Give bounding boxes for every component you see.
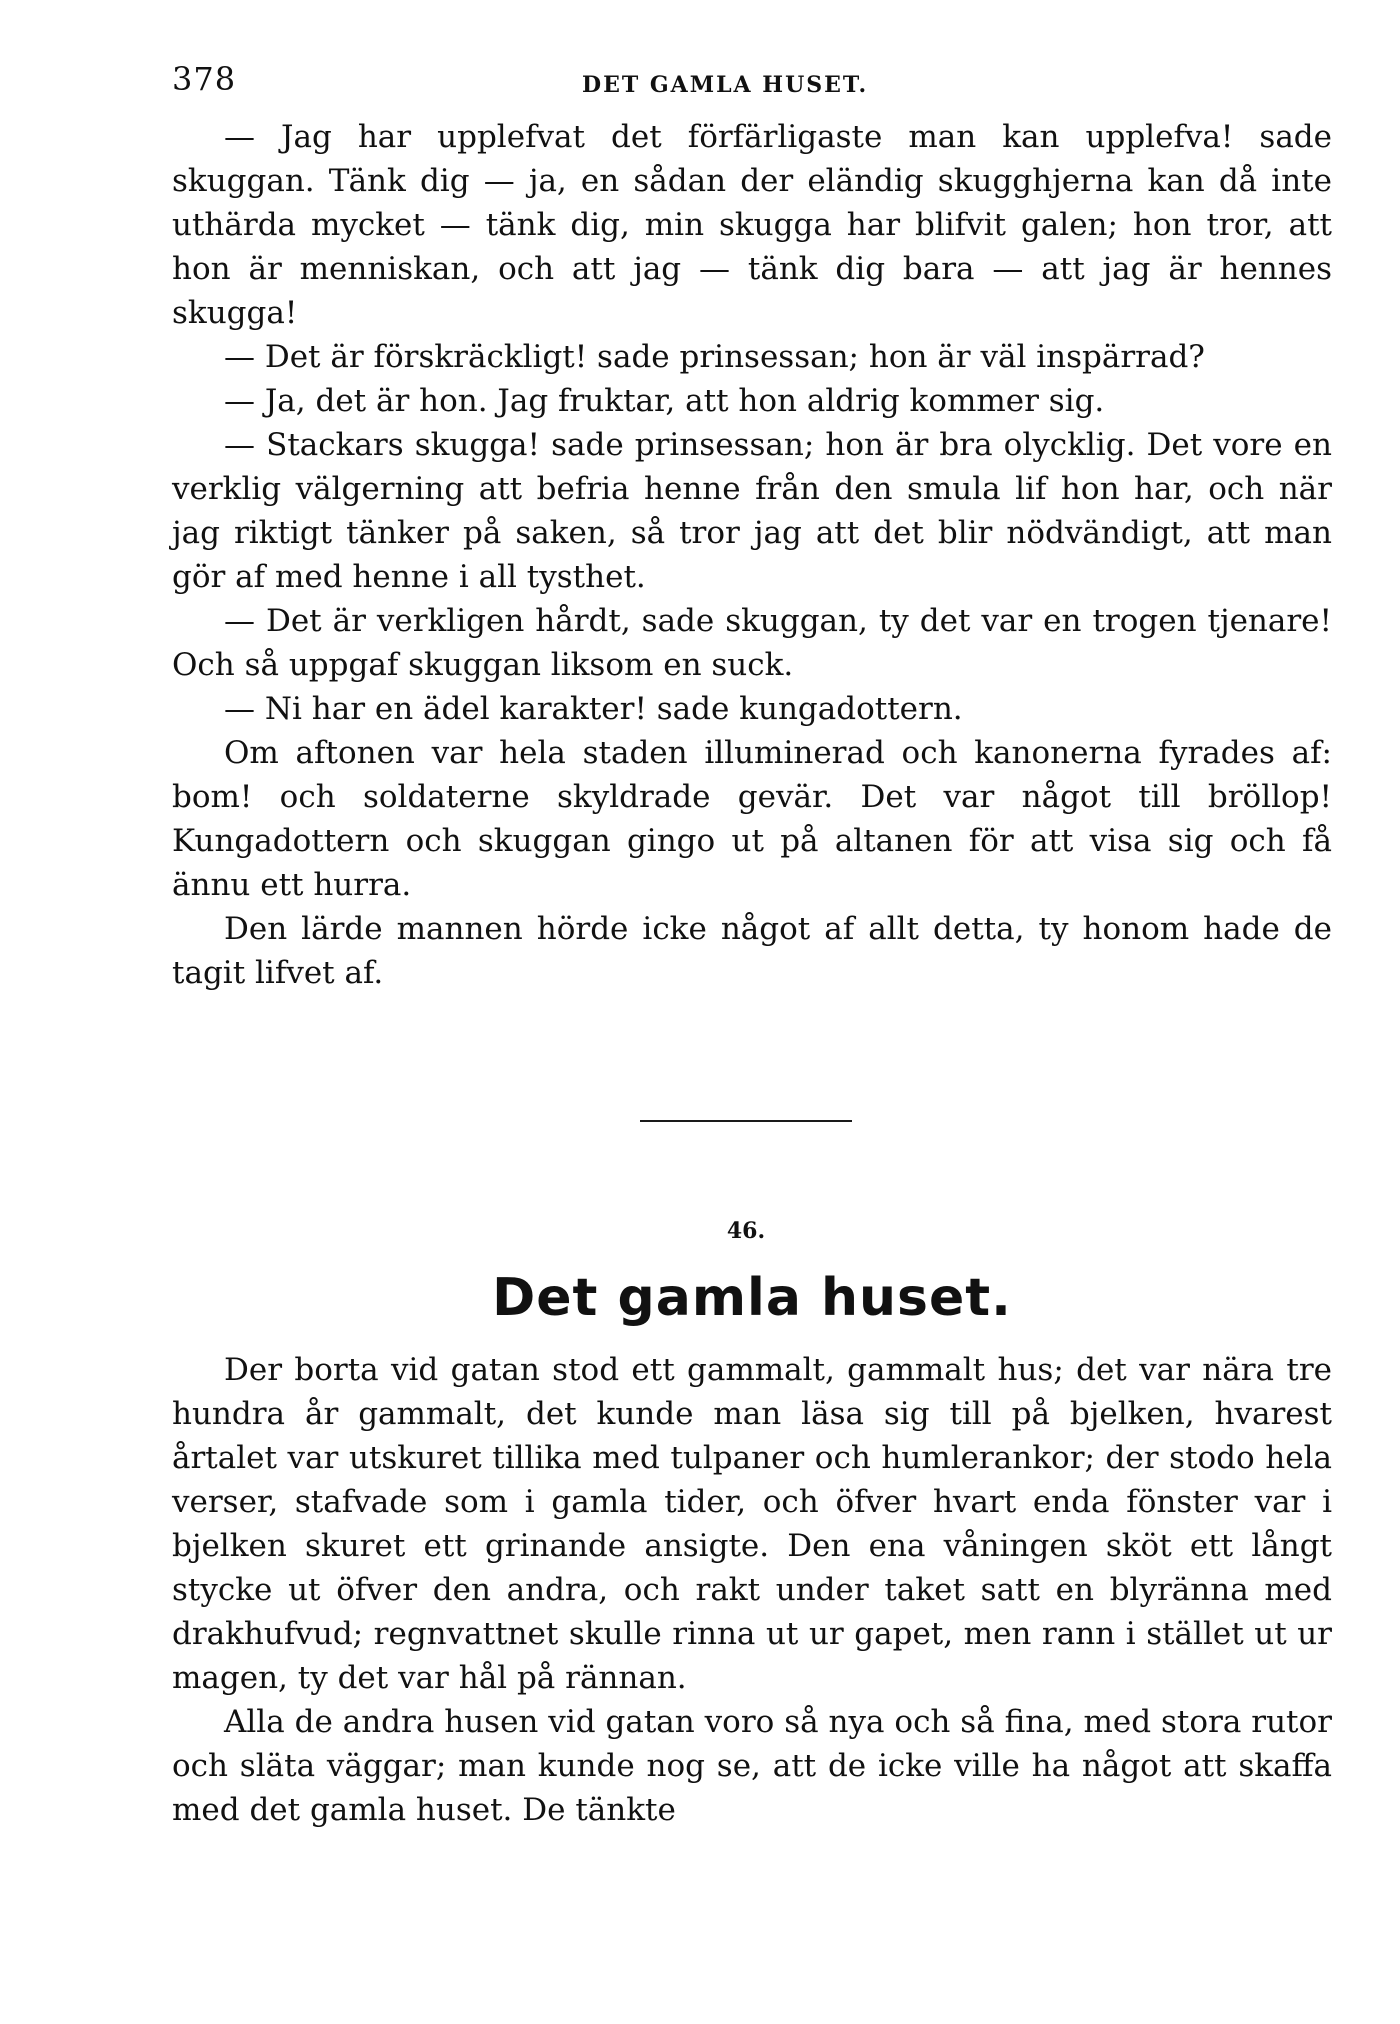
paragraph: — Ni har en ädel karakter! sade kungadottern. (224, 691, 963, 727)
chapter-text (172, 1348, 1332, 1832)
chapter-number: 46. (726, 1218, 766, 1244)
section-divider (640, 1120, 852, 1122)
paragraph: — Ja, det är hon. Jag fruktar, att hon aldrig kommer sig. (224, 383, 1105, 419)
paragraph: Alla de andra husen vid gatan voro så nya och så fina, med stora rutor och släta väggar; man kunde nog se, att de icke ville ha något att skaffa med det gamla huset. De tänkte (172, 1704, 1332, 1828)
chapter-title: Det gamla huset. (492, 1268, 1012, 1328)
story-ending-text (172, 115, 1332, 995)
paragraph: — Stackars skugga! sade prinsessan; hon är bra olycklig. Det vore en verklig välgerning att befria henne från den smula lif hon har, och när jag riktigt tänker på saken, så tror jag att det blir nödvändigt, att man gör af med henne i all tysthet. (172, 427, 1332, 595)
paragraph: Der borta vid gatan stod ett gammalt, gammalt hus; det var nära tre hundra år gammalt, det kunde man läsa sig till på bjelken, hvarest årtalet var utskuret tillika med tulpaner och humlerankor; der stodo hela verser, stafvade som i gamla tider, och öfver hvart enda fönster var i bjelken skuret ett grinande ansigte. Den ena våningen sköt ett långt stycke ut öfver den andra, och rakt under taket satt en blyränna med drakhufvud; regnvattnet skulle rinna ut ur gapet, men rann i stället ut ur magen, ty det var hål på rännan. (172, 1352, 1332, 1696)
paragraph: Den lärde mannen hörde icke något af allt detta, ty honom hade de tagit lifvet af. (172, 911, 1332, 991)
page-header (172, 60, 1332, 110)
paragraph: — Det är verkligen hårdt, sade skuggan, ty det var en trogen tjenare! Och så uppgaf skuggan liksom en suck. (172, 603, 1332, 683)
paragraph: — Jag har upplefvat det förfärligaste man kan upplefva! sade skuggan. Tänk dig — ja, en sådan der eländig skugghjerna kan då inte uthärda mycket — tänk dig, min skugga har blifvit galen; hon tror, att hon är menniskan, och att jag — tänk dig bara — att jag är hennes skugga! (172, 119, 1332, 331)
paragraph: Om aftonen var hela staden illuminerad och kanonerna fyrades af: bom! och soldaterne skyldrade gevär. Det var något till bröllop! Kungadottern och skuggan gingo ut på altanen för att visa sig och få ännu ett hurra. (172, 735, 1332, 903)
running-head: DET GAMLA HUSET. (582, 72, 869, 98)
paragraph: — Det är förskräckligt! sade prinsessan; hon är väl inspärrad? (224, 339, 1205, 375)
page-number: 378 (172, 60, 237, 98)
